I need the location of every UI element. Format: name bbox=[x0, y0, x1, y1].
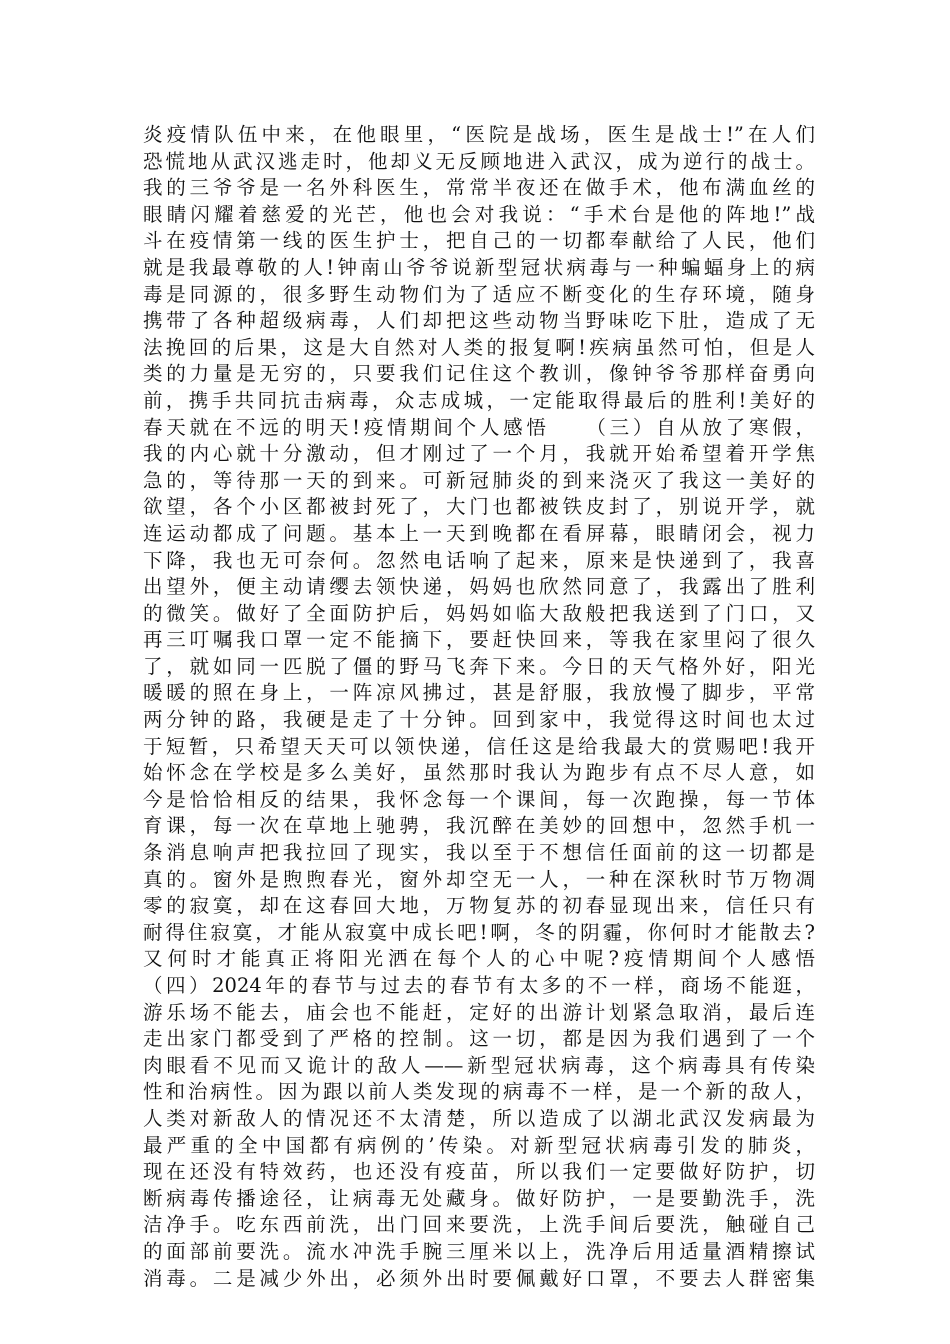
text-line: 我的内心就十分激动，但才刚过了一个月，我就开始希望着开学焦 bbox=[143, 442, 815, 466]
text-line: 我的三爷爷是一名外科医生，常常半夜还在做手术，他布满血丝的 bbox=[143, 176, 815, 200]
text-line: 洁净手。吃东西前洗，出门回来要洗，上洗手间后要洗，触碰自己 bbox=[143, 1213, 815, 1237]
text-line: 的面部前要洗。流水冲洗手腕三厘米以上，洗净后用适量酒精擦试 bbox=[143, 1239, 815, 1263]
text-line: 零的寂寞，却在这春回大地，万物复苏的初春显现出来，信任只有 bbox=[143, 894, 815, 918]
body-text bbox=[143, 122, 815, 1292]
text-line: 断病毒传播途径，让病毒无处藏身。做好防护，一是要勤洗手，洗 bbox=[143, 1186, 815, 1210]
text-line: 肉眼看不见而又诡计的敌人——新型冠状病毒，这个病毒具有传染 bbox=[143, 1053, 815, 1077]
text-line: 携带了各种超级病毒，人们却把这些动物当野味吃下肚，造成了无 bbox=[143, 309, 815, 333]
text-line: 前，携手共同抗击病毒，众志成城，一定能取得最后的胜利!美好的 bbox=[143, 388, 815, 412]
text-line: 暖暖的照在身上，一阵凉风拂过，甚是舒服，我放慢了脚步，平常 bbox=[143, 681, 815, 705]
text-line: 的微笑。做好了全面防护后，妈妈如临大敌般把我送到了门口，又 bbox=[143, 601, 815, 625]
text-line: 始怀念在学校是多么美好，虽然那时我认为跑步有点不尽人意，如 bbox=[143, 761, 815, 785]
text-line: 走出家门都受到了严格的控制。这一切，都是因为我们遇到了一个 bbox=[143, 1027, 815, 1051]
text-line: 又何时才能真正将阳光洒在每个人的心中呢?疫情期间个人感悟 bbox=[143, 947, 815, 971]
text-line: 耐得住寂寞，才能从寂寞中成长吧!啊，冬的阴霾，你何时才能散去? bbox=[143, 920, 815, 944]
text-line: 了，就如同一匹脱了僵的野马飞奔下来。今日的天气格外好，阳光 bbox=[143, 654, 815, 678]
text-line: 法挽回的后果，这是大自然对人类的报复啊!疾病虽然可怕，但是人 bbox=[143, 335, 815, 359]
text-line: 出望外，便主动请缨去领快递，妈妈也欣然同意了，我露出了胜利 bbox=[143, 575, 815, 599]
text-line: 性和治病性。因为跟以前人类发现的病毒不一样，是一个新的敌人， bbox=[143, 1080, 815, 1104]
text-line: 育课，每一次在草地上驰骋，我沉醉在美妙的回想中，忽然手机一 bbox=[143, 814, 815, 838]
text-line: 恐慌地从武汉逃走时，他却义无反顾地进入武汉，成为逆行的战士。 bbox=[143, 149, 815, 173]
text-line: 人类对新敌人的情况还不太清楚，所以造成了以湖北武汉发病最为 bbox=[143, 1106, 815, 1130]
text-line: 再三叮嘱我口罩一定不能摘下，要赶快回来，等我在家里闷了很久 bbox=[143, 628, 815, 652]
text-line: 炎疫情队伍中来，在他眼里，“医院是战场，医生是战士!”在人们 bbox=[143, 123, 815, 146]
text-line: 春天就在不远的明天!疫情期间个人感悟 （三）自从放了寒假， bbox=[143, 415, 815, 439]
text-line: 毒是同源的，很多野生动物们为了适应不断变化的生存环境，随身 bbox=[143, 282, 815, 306]
text-line: 连运动都成了问题。基本上一天到晚都在看屏幕，眼睛闭会，视力 bbox=[143, 521, 815, 545]
text-line: 条消息响声把我拉回了现实，我以至于不想信任面前的这一切都是 bbox=[143, 841, 815, 865]
text-line: 就是我最尊敬的人!钟南山爷爷说新型冠状病毒与一种蝙蝠身上的病 bbox=[143, 255, 815, 279]
text-line: 斗在疫情第一线的医生护士，把自己的一切都奉献给了人民，他们 bbox=[143, 229, 815, 253]
text-line: （四）2024年的春节与过去的春节有太多的不一样，商场不能逛， bbox=[143, 974, 815, 997]
text-line: 现在还没有特效药，也还没有疫苗，所以我们一定要做好防护，切 bbox=[143, 1160, 815, 1184]
text-line: 类的力量是无穷的，只要我们记住这个教训，像钟爷爷那样奋勇向 bbox=[143, 362, 815, 386]
text-line: 下降，我也无可奈何。忽然电话响了起来，原来是快递到了，我喜 bbox=[143, 548, 815, 572]
text-line: 欲望，各个小区都被封死了，大门也都被铁皮封了，别说开学，就 bbox=[143, 495, 815, 519]
text-line: 最严重的全中国都有病例的’传染。对新型冠状病毒引发的肺炎， bbox=[143, 1133, 815, 1157]
text-line: 今是恰恰相反的结果，我怀念每一个课间，每一次跑操，每一节体 bbox=[143, 787, 815, 811]
text-line: 于短暂，只希望天天可以领快递，信任这是给我最大的赏赐吧!我开 bbox=[143, 734, 815, 758]
text-line: 游乐场不能去，庙会也不能赶，定好的出游计划紧急取消，最后连 bbox=[143, 1000, 815, 1024]
text-line: 眼睛闪耀着慈爱的光芒，他也会对我说：“手术台是他的阵地!”战 bbox=[143, 202, 815, 226]
text-line: 急的，等待那一天的到来。可新冠肺炎的到来浇灭了我这一美好的 bbox=[143, 468, 815, 492]
text-line: 两分钟的路，我硬是走了十分钟。回到家中，我觉得这时间也太过 bbox=[143, 708, 815, 732]
text-line: 真的。窗外是煦煦春光，窗外却空无一人，一种在深秋时节万物凋 bbox=[143, 867, 815, 891]
text-line: 消毒。二是减少外出，必须外出时要佩戴好口罩，不要去人群密集 bbox=[143, 1266, 815, 1290]
